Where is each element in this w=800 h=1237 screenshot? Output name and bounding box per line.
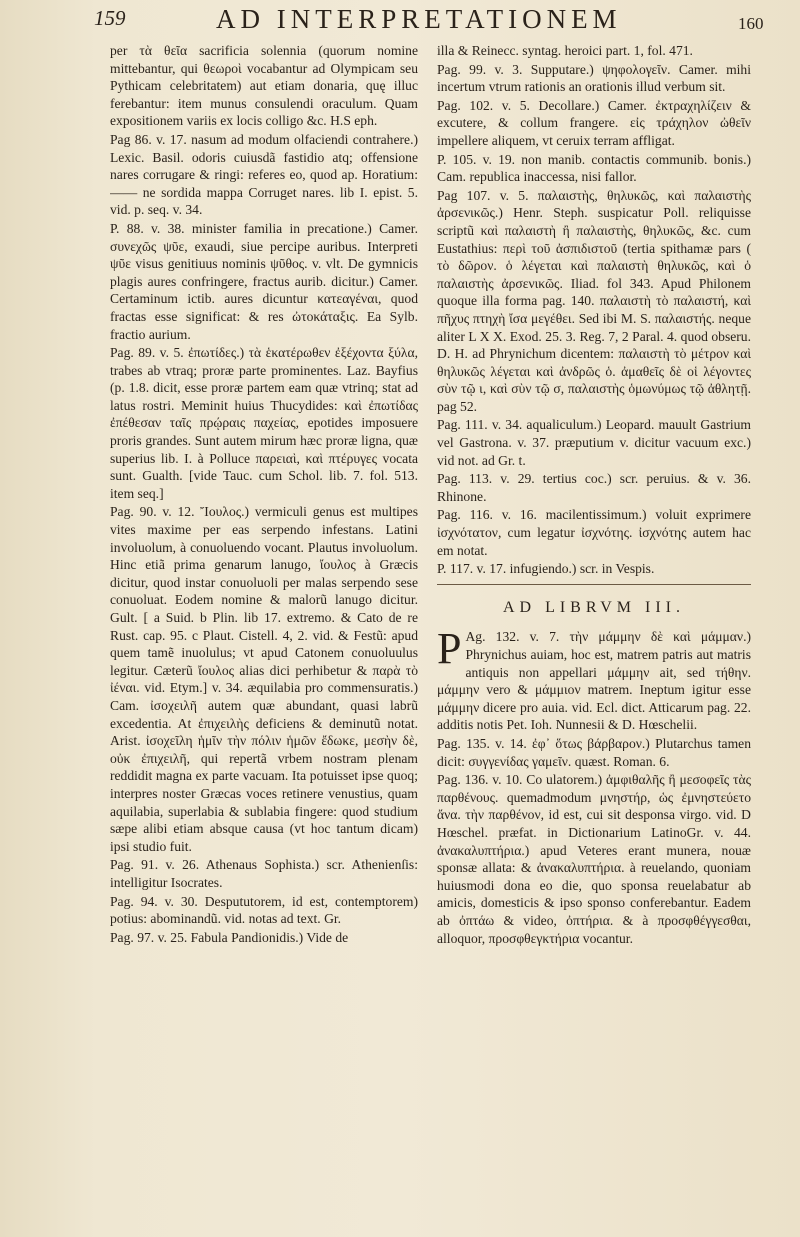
note-paragraph: per τὰ θεῖα sacrificia solennia (quorum nomine mittebantur, qui θεωροὶ vocabantur ad Olympicam seu Pythicam celebritatem) aut etiam donaria, quę illuc ferebantur: item munus consulendi oraculum. Quam expositionem variis ex locis colligo &c. H.S eph.	[110, 43, 418, 129]
note-paragraph: Pag. 102. v. 5. Decollare.) Camer. ἐκτραχηλίζειν & excutere, & collum frangere. εἰς τράχηλον ὠθεῖν impellere aliquem, vt ceruix terram affligat.	[437, 97, 751, 148]
note-paragraph: illa & Reinecc. syntag. heroici part. 1, fol. 471.	[437, 43, 693, 58]
page-header	[0, 0, 800, 40]
note-paragraph: Pag. 94. v. 30. Despututorem, id est, contemptorem) potius: abominandũ. vid. notas ad text. Gr.	[110, 893, 418, 927]
page-number-left: 159	[94, 6, 126, 30]
note-paragraph: Pag. 136. v. 10. Co ulatorem.) ἀμφιθαλῆς ἢ μεσοφεῖς τὰς παρθένους. quemadmodum μνηστήρ, ὡς ἐμνηστεύετο ἄνα. τὴν παρθένον, id est, cui sit desponsa virgo. vid. D Hœschel. præfat. in Dictionarium LatinoGr. v. 44. ἀνακαλυπτήρια.) apud Veteres erant munera, nouæ sponsæ allata: & ἀνακαλυπτήρια. à reuelando, quoniam huiusmodi dona eo die, quo sponsa reuelabatur ab amicis, domesticis & ipso sponso conferebantur. Eadem ab ὀπτάω & video, ὀπτήρια. & à προσφθέγγεσθαι, alloquor, προσφθεγκτήρια vocantur.	[437, 772, 751, 946]
note-paragraph: Pag. 90. v. 12. Ἴουλος.) vermiculi genus est multipes vites maxime per eas serpendo infestans. Latini involuolum, à conuoluendo vocant. Plautus involuolum. Hinc etiã prima genarum lanugo, ἴουλος à Græcis dicitur, quod instar conuoluoli per malas serpendo sese conuoluat. Eodem nomine & malorũ lanugo dicitur. Gult. [ a Suid. b Plin. lib 17. extremo. & Cato de re Rust. cap. 95. c Plaut. Cistell. 4, 2. vid. & Festũ: apud quem tamẽ inuolulus; vt apud Catonem conuoluulus legitur. Cæterũ ἴουλος alias dici perhibetur & παρὰ τὸ ἰέναι. vid. Etym.] v. 34. æquilabia pro commensuratis.) Cam. ἰσοχειλῆ autem quæ abundant, quasi labrũ excedentia. At ἐπιχειλὴς deficiens & deminutũ notat. Arist. ἰσοχεῖλη ἡμῖν τὴν πόλιν ἡμῶν ἔδωκε, μεσὴν δὲ, οὐκ ἐπιχειλῆ, qui repertã vrbem nostram plenam reddidit magna ex parte vacuam. Ita potuisset ipse quoq; interpres noster Græcas voces retinere venustius, quam aquilabia, superlabia & sublabia fingere: quod studium sæpe alibi etiam absque causa (vt hoc tantum dicam) ipsi studio fuit.	[110, 504, 418, 854]
note-paragraph: Pag 107. v. 5. παλαιστὴς, θηλυκῶς, καὶ παλαιστὴς ἀρσενικῶς.) Henr. Steph. suspicatur Poll. reliquisse scriptũ καὶ παλαιστὴ ἢ παλαιστὴς, θηλυκῶς, &c. cum Eustathius: περὶ τοῦ ἀσπιδιστοῦ (tertia spithamæ pars ( τὸ δῶρον. ὁ λέγεται καὶ παλαιστὴ θηλυκῶς, καὶ ὁ παλαιστὴς ἀρσενικῶς. Iliad. fol 343. Apud Philonem quoque illa forma pag. 140. παλαιστὴ τὸ παλαιστή, καὶ πῆχυς πτηχὴ ἴσα μεγέθει. Sed ibi M. S. παλαιστής. neque aliter L X X. Exod. 25. 3. Reg. 7, 2 Paral. 4. quod obseru. D. H. ad Phrynichum dicentem: παλαιστὴ τὸ μέτρον καὶ θηλυκῶς λέγεται καὶ ἀνδρῶς ὁ. ἀμαθεῖς δὲ οἱ λέγοντες σὺν τῷ ι, καὶ σὺν τῷ σ, παλαιστὴς ὁμωνύμως τῷ ἀθλητῇ. pag 52.	[437, 187, 751, 414]
note-paragraph: P. 88. v. 38. minister familia in precatione.) Camer. συνεχῶς ψῦε, exaudi, siue percipe auribus. Interpreti ψῦε visus genitiuus nominis ψῦθος. v. vlt. De gymnicis plagis aures confringere, fractus aurib. dicitur.) Camer. Certaminum ictib. aures dicuntur κατεαγέναι, quod fractas esse significat: & res ὠτοκάταξις. Ea Sylb. fractio aurium.	[110, 220, 418, 342]
note-paragraph: Pag 86. v. 17. nasum ad modum olfaciendi contrahere.) Lexic. Basil. odoris cuiusdã fastidio atq; offensione nares corrugare & ringi: referes eo, quod ap. Horatium: —— ne sordida mappa Corruget nares. lib I. epist. 5. vid. p. seq. v. 34.	[110, 131, 418, 218]
note-paragraph: Pag. 89. v. 5. ἐπωτίδες.) τὰ ἑκατέρωθεν ἐξέχοντα ξύλα, trabes ab vtraq; proræ parte prominentes. Laz. Bayfius (p. 1.8. dicit, esse proræ partem eam quæ vtrinq; stat ad latus rostri. Meminit huius Thucydides: καὶ ἐπωτίδας ἐπέθεσαν ταῖς πρῴραις παχείας, epotides imposuere proris grandes. Sunt autem mirum hæc proræ ligna, quæ superius lib. I. à Polluce παρειαὶ, καὶ πτέρυγες vocata sunt. Gualth. [vide Tauc. cum Schol. lib. 7. fol. 513. item seq.]	[110, 345, 418, 501]
section-rule	[437, 584, 751, 585]
note-paragraph: Pag. 113. v. 29. tertius coc.) scr. peruius. & v. 36. Rhinone.	[437, 471, 751, 504]
running-title: AD INTERPRETATIONEM	[216, 4, 622, 34]
note-paragraph: Pag. 99. v. 3. Supputare.) ψηφολογεῖν. Camer. mihi incertum vtrum rationis an orationis illud verbum sit.	[437, 61, 751, 95]
note-paragraph: P. 105. v. 19. non manib. contactis communib. bonis.) Cam. republica inaccessa, nisi fallor.	[437, 151, 751, 185]
book3-first-text: Ag. 132. v. 7. τὴν μάμμην δὲ καὶ μάμμαν.) Phrynichus auiam, hoc est, matrem patris aut matris antiquis non appellari μάμμην ait, sed τήθην. μάμμην vero & μάμμιον matrem. Ineptum igitur esse μάμμην dicere pro auia. vid. Ecl. dict. Atticarum pag. 22. additis notis Pet. Ioh. Nunnesii & D. Hœschelii.	[437, 629, 751, 733]
note-paragraph: Pag. 97. v. 25. Fabula Pandionidis.) Vide de	[110, 929, 349, 945]
note-paragraph: P. 117. v. 17. infugiendo.) scr. in Vespis.	[437, 561, 655, 577]
page-number-right: 160	[738, 14, 764, 33]
note-paragraph: Pag. 91. v. 26. Athenaus Sophista.) scr. Athenienſis: intelligitur Isocrates.	[110, 857, 418, 890]
note-paragraph: Pag. 135. v. 14. ἐφ᾿ ὅτως βάρβαρον.) Plutarchus tamen dicit: συγγενίδας γαμεῖν. quæst. Roman. 6.	[437, 735, 751, 769]
right-column	[437, 42, 751, 1132]
book3-first-paragraph	[437, 624, 751, 734]
section-heading: AD LIBRVM III.	[502, 598, 686, 616]
left-column	[110, 42, 418, 1162]
drop-cap-letter: P	[437, 624, 462, 674]
note-paragraph: Pag. 116. v. 16. macilentissimum.) voluit exprimere ἰσχνότατον, cum legatur ἰσχνότης. ἰσχνότης autem hac em notat.	[437, 507, 751, 558]
note-paragraph: Pag. 111. v. 34. aqualiculum.) Leopard. mauult Gastrium vel Gastrona. v. 37. præputium v. dicitur vacuum exc.) vid not. ad Gr. t.	[437, 417, 751, 468]
